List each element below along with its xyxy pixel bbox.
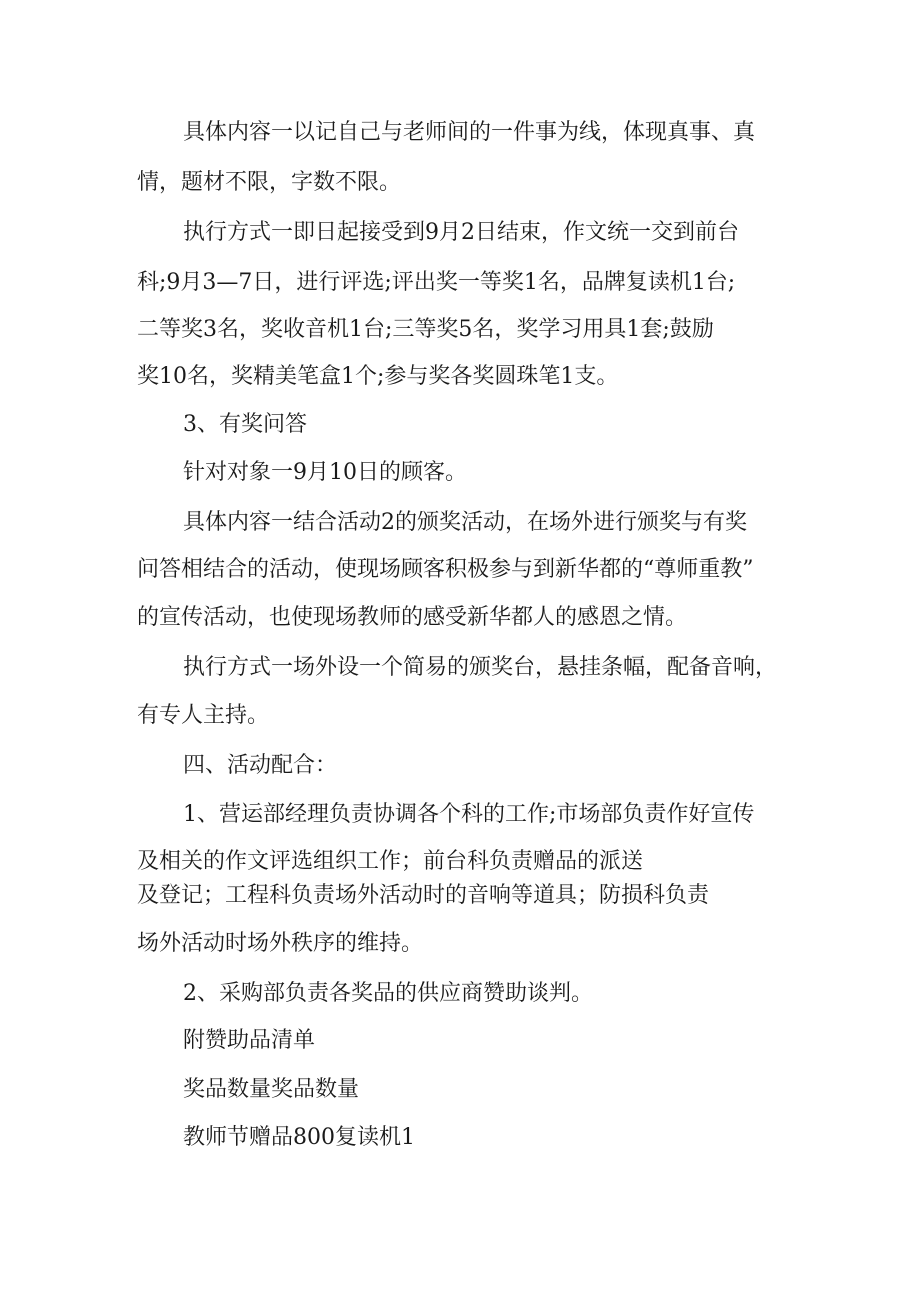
- paragraph-line: 奖10名，奖精美笔盒1个;参与奖各奖圆珠笔1支。: [137, 364, 619, 389]
- list-item: 教师节赠品800复读机1: [183, 1125, 415, 1150]
- paragraph-line: 执行方式一场外设一个简易的颁奖台，悬挂条幅，配备音响，: [183, 655, 778, 680]
- paragraph-line: 具体内容一以记自己与老师间的一件事为线，体现真事、真: [183, 120, 756, 145]
- list-heading: 附赞助品清单: [183, 1028, 316, 1053]
- paragraph-line: 2、采购部负责各奖品的供应商赞助谈判。: [183, 981, 593, 1006]
- paragraph-line: 1、营运部经理负责协调各个科的工作;市场部负责作好宣传: [183, 802, 755, 827]
- paragraph-line: 有专人主持。: [137, 703, 270, 728]
- paragraph-line: 问答相结合的活动，使现场顾客积极参与到新华都的“尊师重教”: [137, 557, 754, 582]
- paragraph-line: 二等奖3名，奖收音机1台;三等奖5名，奖学习用具1套;鼓励: [137, 317, 714, 342]
- paragraph-line: 科;9月3—7日，进行评选;评出奖一等奖1名，品牌复读机1台;: [137, 270, 736, 295]
- paragraph-line: 及相关的作文评选组织工作；前台科负责赠品的派送: [137, 849, 644, 874]
- section-heading: 3、有奖问答: [183, 412, 307, 437]
- paragraph-line: 情，题材不限，字数不限。: [137, 170, 402, 195]
- paragraph-line: 场外活动时场外秩序的维持。: [137, 931, 424, 956]
- paragraph-line: 的宣传活动，也使现场教师的感受新华都人的感恩之情。: [137, 605, 688, 630]
- paragraph-line: 具体内容一结合活动2的颁奖活动，在场外进行颁奖与有奖: [183, 510, 747, 535]
- list-header-row: 奖品数量奖品数量: [183, 1077, 360, 1102]
- paragraph-line: 执行方式一即日起接受到9月2日结束，作文统一交到前台: [183, 220, 739, 245]
- section-heading: 四、活动配合：: [183, 753, 338, 778]
- paragraph-line: 针对对象一9月10日的顾客。: [183, 460, 467, 485]
- paragraph-line: 及登记；工程科负责场外活动时的音响等道具；防损科负责: [137, 883, 710, 908]
